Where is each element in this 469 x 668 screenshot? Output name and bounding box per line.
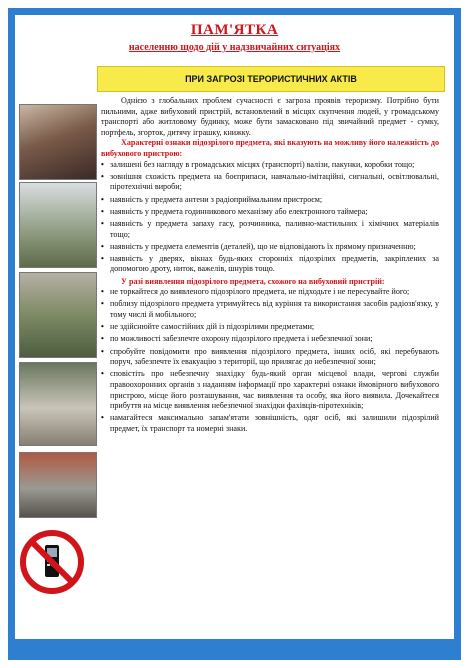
- list-item: • наявність у предмета запаху гасу, розчинника, паливно-мастильних і хімічних матеріалів тощо;: [101, 219, 439, 240]
- page-subtitle: населенню щодо дій у надзвичайних ситуаціях: [128, 42, 341, 53]
- no-mobile-phone-icon: [20, 530, 84, 594]
- page-title: ПАМ'ЯТКА: [190, 22, 279, 38]
- list-item: • залишені без нагляду в громадських місцях (транспорті) валізи, пакунки, коробки тощо;: [101, 160, 439, 171]
- photo-injured-person: [19, 104, 97, 180]
- list-item: • наявність у предмета антени з радіоприймальним пристроєм;: [101, 195, 439, 206]
- photo-bins: [19, 452, 97, 518]
- list-item: • не торкайтеся до виявленого підозрілого предмета, не підходьте і не пересувайте його;: [101, 287, 439, 298]
- section1-heading: Характерні ознаки підозрілого предмета, які вказують на можливу його належність до вибухового пристрою:: [101, 138, 439, 158]
- intro-paragraph: Однією з глобальних проблем сучасності є загроза проявів тероризму. Потрібно бути пильними, адже вибуховий пристрій, встановлений в місцях скупчення людей, у громадському транспорті або житловому будинку, може бути замасковано під звичайний предмет - сумку, портфель, згорток, дитячу іграшку, книжку.: [101, 96, 439, 137]
- section-banner: [97, 66, 445, 92]
- list-item: • зовнішня схожість предмета на боєприпаси, навчально-імітаційні, сигнальні, освітлювальні, піротехнічні вироби;: [101, 172, 439, 193]
- photo-suspicious-case: [19, 272, 97, 358]
- actions-list: [101, 287, 439, 434]
- list-item: • сповістіть про небезпечну знахідку будь-який орган місцевої влади, чергові служби правоохоронних органів з наданням інформації про характерні ознаки ймовірного вибухового пристрою, місце його розташування, час виявлення та особу, яка його виявила. Дочекайтеся прибуття на місце виявлення небезпечної знахідки фахівців-піротехніків;: [101, 369, 439, 411]
- list-item: • поблизу підозрілого предмета утримуйтесь від куріння та використання засобів радіозв'язку, у тому числі й мобільного;: [101, 299, 439, 320]
- signs-list: [101, 160, 439, 276]
- list-item: • спробуйте повідомити про виявлення підозрілого предмета, інших осіб, які перебувають поруч, забезпечте їх евакуацію з території, що прилягає до небезпечної зони;: [101, 347, 439, 368]
- list-item: • наявність у предмета годинникового механізму або електронного таймера;: [101, 207, 439, 218]
- section2-heading: У разі виявлення підозрілого предмета, схожого на вибуховий пристрій:: [121, 276, 385, 286]
- photo-suspicious-package: [19, 362, 97, 446]
- photo-explosive-box: [19, 182, 97, 268]
- section-banner-text: ПРИ ЗАГРОЗІ ТЕРОРИСТИЧНИХ АКТІВ: [185, 74, 357, 84]
- list-item: • не здійснюйте самостійних дій із підозрілими предметами;: [101, 322, 439, 333]
- text-column: [101, 96, 439, 436]
- list-item: • намагайтеся максимально запам'ятати зовнішність, одяг осіб, які залишили підозрілий предмет, їх транспорт та номерні знаки.: [101, 413, 439, 434]
- list-item: • по можливості забезпечте охорону підозрілого предмета і небезпечної зони;: [101, 334, 439, 345]
- list-item: • наявність у дверях, вікнах будь-яких сторонніх підозрілих предметів, закріплених за допомогою дроту, ниток, важелів, шнурів тощо.: [101, 254, 439, 275]
- list-item: • наявність у предмета елементів (деталей), що не відповідають їх прямому призначенню;: [101, 242, 439, 253]
